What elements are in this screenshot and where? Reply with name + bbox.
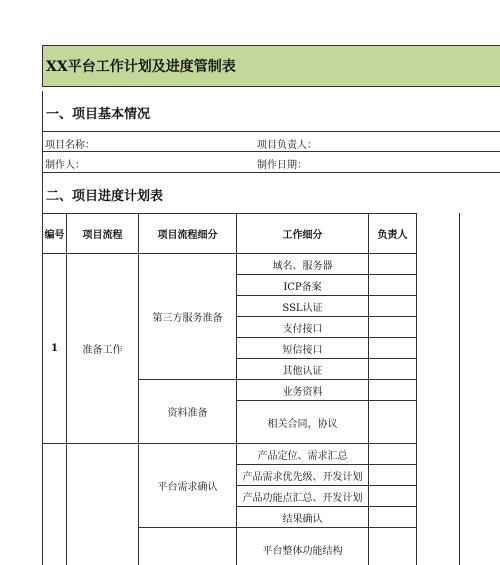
header-number: 编号 bbox=[43, 214, 67, 254]
header-process: 项目流程 bbox=[67, 214, 139, 254]
table-row bbox=[43, 444, 417, 465]
owner-cell[interactable] bbox=[369, 507, 417, 528]
work-item: 域名、服务器 bbox=[237, 254, 369, 275]
made-date-label: 制作日期： bbox=[257, 160, 307, 171]
section-basic-info-heading: 一、项目基本情况 bbox=[42, 91, 500, 133]
work-item: ICP备案 bbox=[237, 275, 369, 296]
work-item: 业务资料 bbox=[237, 380, 369, 401]
owner-cell[interactable] bbox=[369, 465, 417, 486]
owner-cell[interactable] bbox=[369, 296, 417, 317]
info-row-project bbox=[42, 131, 500, 152]
table-header-row bbox=[43, 214, 417, 254]
group-process bbox=[67, 444, 139, 565]
work-item: 平台整体功能结构 bbox=[237, 528, 369, 565]
header-work-detail: 工作细分 bbox=[237, 214, 369, 254]
owner-cell[interactable] bbox=[369, 338, 417, 359]
work-item: 相关合同，协议 bbox=[237, 401, 369, 444]
spreadsheet bbox=[42, 45, 500, 565]
work-item: 支付接口 bbox=[237, 317, 369, 338]
schedule-table bbox=[42, 213, 417, 565]
group-number bbox=[43, 444, 67, 565]
work-item: 结果确认 bbox=[237, 507, 369, 528]
owner-cell[interactable] bbox=[369, 380, 417, 401]
work-item: 短信接口 bbox=[237, 338, 369, 359]
subprocess-materials: 资料准备 bbox=[139, 380, 237, 444]
owner-cell[interactable] bbox=[369, 444, 417, 465]
column-edge bbox=[459, 213, 460, 565]
owner-cell[interactable] bbox=[369, 528, 417, 565]
info-row-maker bbox=[42, 152, 500, 173]
work-item: 产品定位、需求汇总 bbox=[237, 444, 369, 465]
owner-cell[interactable] bbox=[369, 359, 417, 380]
work-item: 其他认证 bbox=[237, 359, 369, 380]
owner-cell[interactable] bbox=[369, 401, 417, 444]
owner-cell[interactable] bbox=[369, 486, 417, 507]
work-item: 产品需求优先级、开发计划 bbox=[237, 465, 369, 486]
group-process: 准备工作 bbox=[67, 254, 139, 444]
subprocess-third-party: 第三方服务准备 bbox=[139, 254, 237, 380]
work-item: SSL认证 bbox=[237, 296, 369, 317]
work-item: 产品功能点汇总、开发计划 bbox=[237, 486, 369, 507]
group-number: 1 bbox=[43, 254, 67, 444]
owner-cell[interactable] bbox=[369, 317, 417, 338]
owner-cell[interactable] bbox=[369, 275, 417, 296]
header-process-detail: 项目流程细分 bbox=[139, 214, 237, 254]
table-row bbox=[43, 254, 417, 275]
maker-label: 制作人： bbox=[45, 160, 85, 171]
owner-cell[interactable] bbox=[369, 254, 417, 275]
sheet-title: XX平台工作计划及进度管制表 bbox=[42, 45, 500, 87]
section-schedule-heading: 二、项目进度计划表 bbox=[42, 173, 500, 215]
header-owner: 负责人 bbox=[369, 214, 417, 254]
subprocess-next bbox=[139, 528, 237, 565]
project-name-label: 项目名称： bbox=[45, 140, 95, 151]
project-owner-label: 项目负责人： bbox=[257, 140, 317, 151]
subprocess-requirements: 平台需求确认 bbox=[139, 444, 237, 528]
